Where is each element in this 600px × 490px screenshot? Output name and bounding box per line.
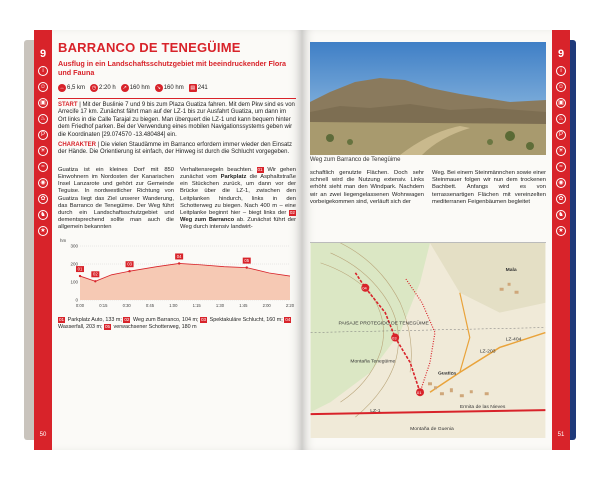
- legend-waypoint-text: Wasserfall, 203 m;: [58, 323, 104, 330]
- x-tick-label: 2:00: [262, 302, 271, 308]
- water-icon: ≈: [38, 162, 48, 172]
- y-tick-label: 200: [70, 261, 78, 267]
- start-label: START: [58, 102, 78, 108]
- legend-waypoint-badge: 05: [104, 323, 111, 329]
- tour-subtitle: Ausflug in ein Landschaftsschutzgebiet mit beeindruckender Flora und Fauna: [58, 59, 287, 77]
- legend-waypoint-badge: 01: [59, 316, 65, 322]
- waypoint-marker: 02: [289, 210, 295, 216]
- x-tick-label: 0:45: [145, 302, 155, 308]
- waypoint-label: 03: [127, 261, 132, 267]
- map-town-label: Guatiza: [437, 371, 456, 377]
- tour-strip-right: [552, 30, 570, 450]
- page-number-left: 50: [39, 432, 47, 438]
- legend-waypoint-text: Parkplatz Auto, 133 m;: [66, 316, 124, 323]
- legend-waypoint-badge: 04: [285, 316, 291, 322]
- divider: [58, 98, 296, 99]
- start-text: | Mit der Buslinie 7 und 9 bis zum Plaza Guatiza fahren. Mit dem Pkw sind es von Arrecife 17 km. Zunächst fährt man auf der LZ-1 bis zur Ausfahrt Guatiza, um dann im Ort links in die Calle Tarajal zu biegen. Man überquert die LZ-1 und kann bequem hinter dem Friedhof parken. Bei der Verwendung eines mobilen Navigationssystems geben wir die Koordinaten [29.074570 -13.480484] ein.: [58, 102, 295, 138]
- left-content: [58, 40, 296, 331]
- landscape-photo: [310, 42, 546, 155]
- family-icon: ☺: [39, 84, 47, 90]
- x-tick-label: 1:00: [169, 302, 178, 308]
- legend-waypoint-badge: 02: [124, 316, 130, 322]
- legend-waypoint-text: Weg zum Barranco, 104 m;: [131, 316, 200, 323]
- bus-icon: ▣: [556, 98, 566, 108]
- map-road-lz404: LZ-404: [505, 337, 522, 343]
- character-paragraph: [58, 142, 296, 157]
- photo-caption: Weg zum Barranco de Tenegüime: [310, 157, 401, 163]
- star-icon: ★: [556, 226, 566, 236]
- col2-bold2: Weg zum Barranco: [180, 217, 235, 224]
- guidebook-spread: [30, 30, 570, 450]
- map-icon: ▤: [190, 85, 196, 91]
- elevation-chart: [58, 236, 296, 314]
- map-road-lz1: LZ-1: [370, 409, 381, 415]
- food-icon: ♨: [556, 114, 566, 124]
- legend-waypoint-text: Spektakuläre Schlucht, 160 m;: [208, 316, 285, 323]
- col2-part-a: Verhaltensregeln beachten.: [180, 166, 253, 173]
- right-column-2: Weg. Bei einem Steinmännchen sowie einer Steinmauer folgen wir nun dem trockenen Bachbett. Anfangs wird es von terrassenartigen Flächen mit vereinzelten mediterranen Feigenbäumen begleitet: [432, 170, 546, 205]
- info-icon: i: [556, 66, 566, 76]
- distance-icon: ↔: [59, 85, 65, 91]
- character-label: CHARAKTER: [58, 142, 96, 149]
- waypoint-label: 02: [92, 271, 98, 277]
- legend-waypoint-text: verwachsener Schotterweg, 180 m: [112, 323, 197, 330]
- tour-title: BARRANCO DE TENEGÜIME: [58, 40, 241, 55]
- parking-icon: P: [38, 130, 48, 140]
- info-icon: i: [38, 66, 48, 76]
- stat-descent: 160 hm: [163, 85, 184, 91]
- waypoint-point: [178, 262, 180, 264]
- character-text: | Die vielen Staudämme im Barranco erfordern immer wieder den Einsatz der Hände. Die Orientierung ist einfach, der Hinweg ist durch die Schlucht vorgegeben.: [58, 142, 292, 156]
- svg-text:01: 01: [417, 390, 422, 396]
- svg-text:03: 03: [392, 335, 397, 341]
- descent-icon: ↘: [156, 85, 161, 91]
- waypoint-marker: 01: [257, 166, 263, 172]
- star-icon: ★: [38, 226, 48, 236]
- right-columns: [310, 170, 546, 206]
- waypoint-point: [79, 275, 81, 277]
- clock-icon: ◷: [91, 85, 97, 91]
- waypoint-legend: [58, 317, 296, 331]
- dog-icon: ♞: [38, 210, 48, 220]
- camera-icon: ◉: [38, 178, 48, 188]
- y-tick-label: 300: [70, 243, 78, 249]
- waypoint-label: 05: [244, 257, 250, 263]
- camera-icon: ◉: [556, 178, 566, 188]
- map-mountain2-label: Montaña Tenegüime: [350, 359, 396, 365]
- map-ermita-label: Ermita de las Nieves: [459, 405, 506, 411]
- start-paragraph: [58, 102, 296, 139]
- col2-part-c: die Asphaltstraße ein Stückchen zurück, um dann vor der Brücke über die LZ-1, zwischen den Leitplanken hindurch, links in den Schotterweg zu biegen. Nach 400 m – eine Leitplanke beginnt hier – biegt links der: [180, 174, 296, 217]
- waypoint-point: [128, 270, 130, 272]
- stat-map-ref: 241: [197, 85, 208, 91]
- map-mala-label: Mala: [505, 267, 517, 273]
- right-column-1: schaftlich genutzte Flächen. Doch sehr schnell wird die Nutzung extensiv. Links erhöht sieht man den Windpark. Nachdem wir an zwei liegengelassenen Wohnwagen vorbeigekommen sind, verläuft sich der: [310, 170, 424, 205]
- body-column-1: Guatiza ist ein kleines Dorf mit 850 Einwohnern im Nordosten der Kanarischen Insel Lanzarote und gehört zur Gemeinde Teguise. In nordwestlicher Richtung von Guatiza liegt das Ziel unserer Wanderung, das Barranco de Tenegüime. Der Weg führt durch ein Landschaftsschutzgebiet und dementsprechend sollte man auch die allgemein bekannten: [58, 166, 174, 231]
- y-tick-label: 100: [70, 279, 78, 285]
- tour-strip-left: [34, 30, 52, 450]
- tour-number-right: 9: [557, 48, 565, 60]
- x-tick-label: 0:15: [99, 302, 108, 308]
- y-unit-label: hm: [60, 237, 67, 243]
- map-road-lz203: LZ-203: [479, 349, 496, 355]
- body-columns: [58, 167, 296, 232]
- family-icon: ☺: [557, 84, 565, 90]
- food-icon: ♨: [38, 114, 48, 124]
- sun-icon: ☀: [38, 146, 48, 156]
- x-tick-label: 0:00: [75, 302, 85, 308]
- flower-icon: ✿: [38, 194, 48, 204]
- tour-number: 9: [39, 48, 47, 60]
- waypoint-label: 04: [176, 253, 182, 259]
- x-tick-label: 1:45: [239, 302, 248, 308]
- x-tick-label: 1:30: [215, 302, 225, 308]
- x-tick-label: 0:30: [122, 302, 131, 308]
- waypoint-point: [246, 266, 248, 268]
- flower-icon: ✿: [556, 194, 566, 204]
- body-column-2: [180, 167, 296, 232]
- tour-stats: [58, 84, 296, 92]
- dog-icon: ♞: [556, 210, 566, 220]
- col2-part-d: ab. Zunächst führt der Weg durch intensiv landwirt-: [180, 217, 296, 231]
- parking-icon: P: [556, 130, 566, 140]
- stat-ascent: 160 hm: [129, 85, 150, 91]
- waypoint-label: 01: [77, 266, 83, 272]
- svg-text:04: 04: [362, 285, 367, 291]
- profile-area: [77, 263, 290, 300]
- route-map: [310, 242, 546, 438]
- elevation-profile: [58, 236, 296, 314]
- stat-distance: 6,5 km: [67, 85, 86, 91]
- x-tick-label: 1:15: [192, 302, 201, 308]
- legend-waypoint-badge: 03: [201, 316, 207, 322]
- stat-duration: 2:20 h: [99, 85, 116, 91]
- sun-icon: ☀: [556, 146, 566, 156]
- waypoint-point: [94, 280, 96, 282]
- water-icon: ≈: [556, 162, 566, 172]
- right-page: [302, 30, 570, 450]
- bus-icon: ▣: [38, 98, 48, 108]
- map-mountain-label: Montaña de Guenia: [410, 427, 454, 433]
- page-number-right: 51: [557, 432, 565, 438]
- map-protected-label: PAISAJE PROTEGIDO DE TENEGÜIME: [338, 321, 429, 327]
- x-tick-label: 2:20: [285, 302, 295, 308]
- col2-part-b: Wir gehen zunächst vom: [180, 166, 296, 181]
- ascent-icon: ↗: [122, 85, 127, 91]
- left-page: [34, 30, 302, 450]
- y-tick-label: 0: [75, 297, 78, 303]
- col2-bold: Parkplatz: [220, 174, 247, 181]
